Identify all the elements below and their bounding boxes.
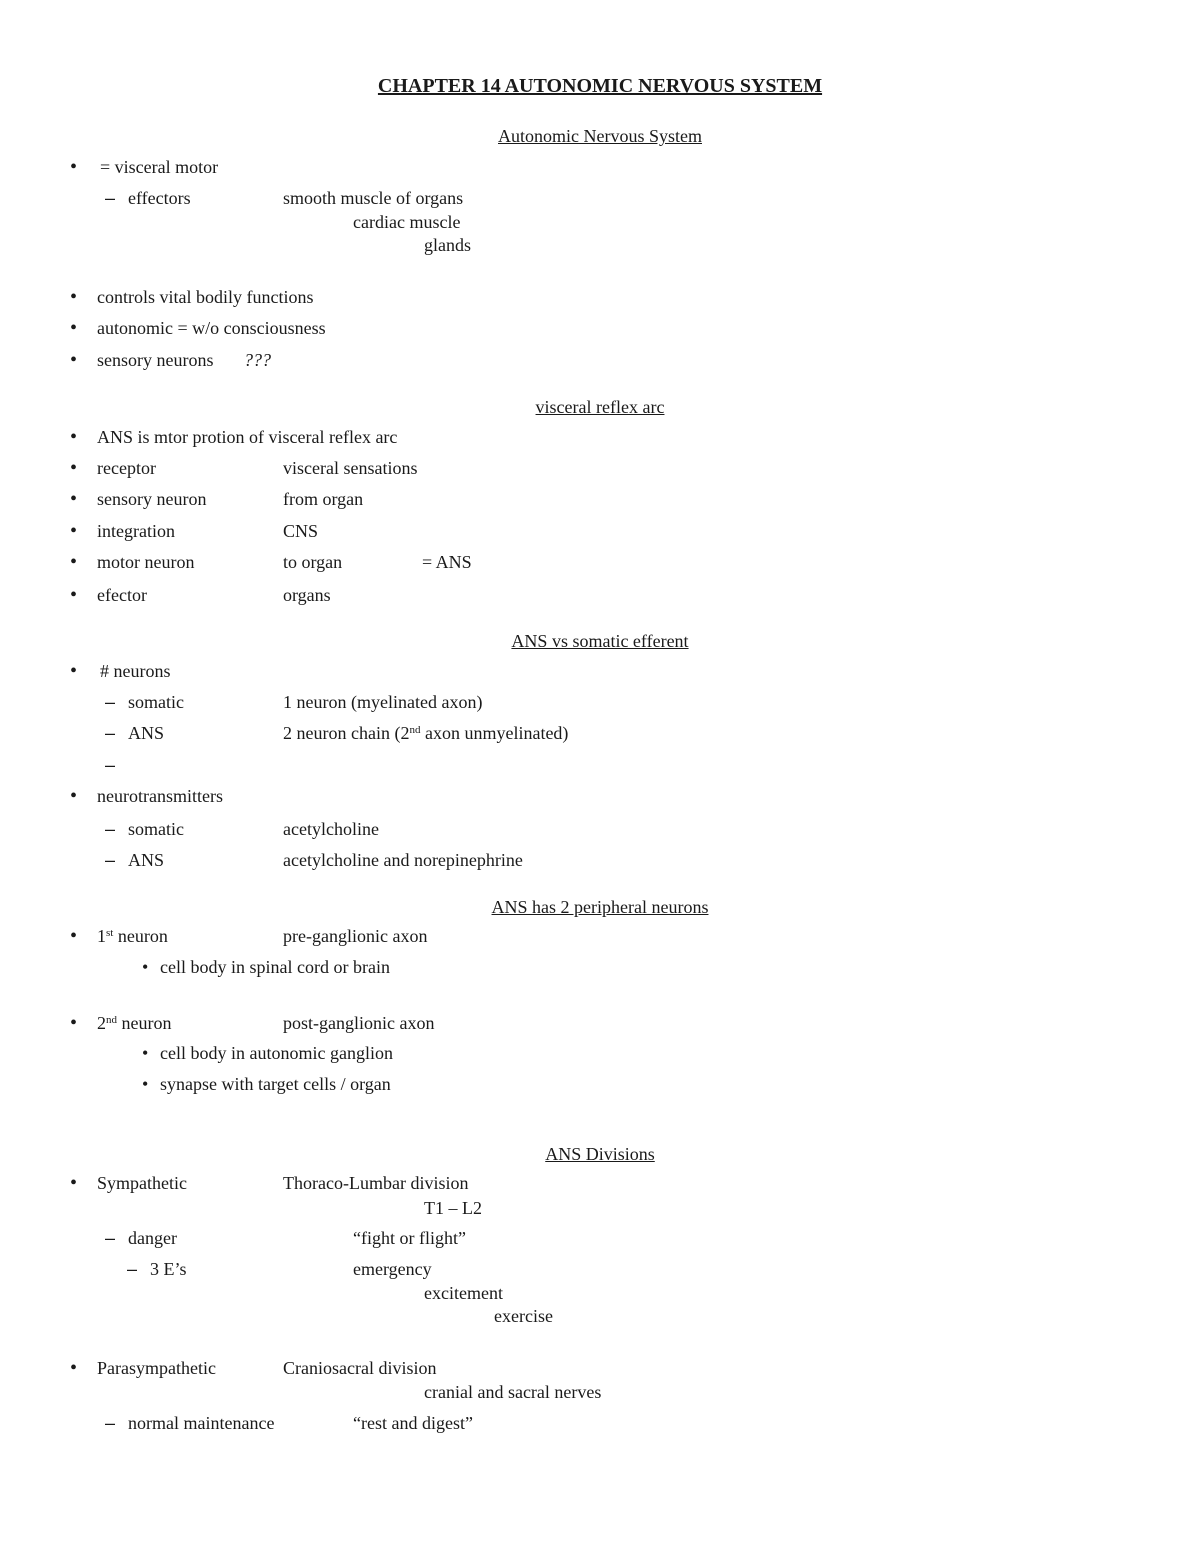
nt-somatic-label: somatic xyxy=(128,819,184,839)
dash-icon: – xyxy=(105,819,116,839)
sympathetic-value: Thoraco-Lumbar division xyxy=(283,1173,469,1193)
section-heading-vs-somatic: ANS vs somatic efferent xyxy=(511,631,689,651)
somatic-label: somatic xyxy=(128,692,184,712)
dash-icon: – xyxy=(105,1228,116,1248)
dash-icon: – xyxy=(127,1259,138,1279)
dash-icon: – xyxy=(105,850,116,870)
reflex-intro-text: ANS is mtor protion of visceral reflex arc xyxy=(97,427,398,447)
nt-somatic-value: acetylcholine xyxy=(283,819,379,839)
normal-maintenance-value: “rest and digest” xyxy=(353,1413,473,1433)
second-neuron-detail: synapse with target cells / organ xyxy=(160,1074,391,1094)
somatic-value: 1 neuron (myelinated axon) xyxy=(283,692,483,712)
page-title: CHAPTER 14 AUTONOMIC NERVOUS SYSTEM xyxy=(377,75,823,97)
normal-maintenance-label: normal maintenance xyxy=(128,1413,275,1433)
bullet-icon: • xyxy=(70,317,78,339)
bullet-icon: • xyxy=(70,551,78,573)
danger-value: “fight or flight” xyxy=(353,1228,466,1248)
second-neuron-detail: cell body in autonomic ganglion xyxy=(160,1043,393,1063)
sensory-neurons-text: sensory neurons xyxy=(97,350,214,370)
sub-bullet-icon: • xyxy=(142,1043,149,1063)
bullet-icon: • xyxy=(70,286,78,308)
bullet-icon: • xyxy=(70,1357,78,1379)
danger-label: danger xyxy=(128,1228,177,1248)
bullet-icon: • xyxy=(70,1172,78,1194)
reflex-row-value: to organ xyxy=(283,552,343,572)
three-es-label: 3 E’s xyxy=(150,1259,187,1279)
sympathetic-label: Sympathetic xyxy=(97,1173,187,1193)
visceral-motor-text: = visceral motor xyxy=(100,157,219,177)
dash-icon: – xyxy=(105,723,116,743)
reflex-row-extra: = ANS xyxy=(422,552,472,572)
autonomic-text: autonomic = w/o consciousness xyxy=(97,318,326,338)
reflex-row-label: efector xyxy=(97,585,147,605)
effector-item: smooth muscle of organs xyxy=(283,188,464,208)
dash-icon: – xyxy=(105,692,116,712)
neurotransmitters-label: neurotransmitters xyxy=(97,786,223,806)
reflex-row-label: integration xyxy=(97,521,175,541)
neurons-count-label: # neurons xyxy=(100,661,171,681)
three-es-item: excitement xyxy=(424,1283,503,1303)
bullet-icon: • xyxy=(70,584,78,606)
ans-value: 2 neuron chain (2nd axon unmyelinated) xyxy=(283,723,569,743)
bullet-icon: • xyxy=(70,660,78,682)
first-neuron-label: 1st neuron xyxy=(97,926,168,946)
dash-icon: – xyxy=(105,755,116,775)
bullet-icon: • xyxy=(70,349,78,371)
reflex-row-label: motor neuron xyxy=(97,552,195,572)
nt-ans-value: acetylcholine and norepinephrine xyxy=(283,850,523,870)
ans-label: ANS xyxy=(128,723,165,743)
parasympathetic-value: Craniosacral division xyxy=(283,1358,437,1378)
bullet-icon: • xyxy=(70,488,78,510)
bullet-icon: • xyxy=(70,156,78,178)
second-neuron-label: 2nd neuron xyxy=(97,1013,172,1033)
section-heading-reflex-arc: visceral reflex arc xyxy=(535,397,665,417)
question-note: ??? xyxy=(244,350,271,370)
reflex-row-value: visceral sensations xyxy=(283,458,418,478)
section-heading-divisions: ANS Divisions xyxy=(545,1144,655,1164)
nt-ans-label: ANS xyxy=(128,850,165,870)
three-es-item: emergency xyxy=(353,1259,432,1279)
reflex-row-value: organs xyxy=(283,585,331,605)
section-heading-peripheral: ANS has 2 peripheral neurons xyxy=(491,897,709,917)
controls-text: controls vital bodily functions xyxy=(97,287,314,307)
effectors-label: effectors xyxy=(128,188,191,208)
first-neuron-detail: cell body in spinal cord or brain xyxy=(160,957,390,977)
parasympathetic-label: Parasympathetic xyxy=(97,1358,216,1378)
bullet-icon: • xyxy=(70,785,78,807)
first-neuron-value: pre-ganglionic axon xyxy=(283,926,428,946)
bullet-icon: • xyxy=(70,925,78,947)
bullet-icon: • xyxy=(70,426,78,448)
bullet-icon: • xyxy=(70,457,78,479)
dash-icon: – xyxy=(105,1413,116,1433)
three-es-item: exercise xyxy=(494,1306,553,1326)
sympathetic-range: T1 – L2 xyxy=(424,1198,482,1218)
reflex-row-value: CNS xyxy=(283,521,319,541)
second-neuron-value: post-ganglionic axon xyxy=(283,1013,435,1033)
bullet-icon: • xyxy=(70,1012,78,1034)
reflex-row-label: sensory neuron xyxy=(97,489,207,509)
bullet-icon: • xyxy=(70,520,78,542)
reflex-row-value: from organ xyxy=(283,489,364,509)
section-heading-ans: Autonomic Nervous System xyxy=(498,126,702,146)
parasympathetic-detail: cranial and sacral nerves xyxy=(424,1382,602,1402)
effector-item: cardiac muscle xyxy=(353,212,461,232)
sub-bullet-icon: • xyxy=(142,1074,149,1094)
reflex-row-label: receptor xyxy=(97,458,156,478)
sub-bullet-icon: • xyxy=(142,957,149,977)
effector-item: glands xyxy=(424,235,471,255)
dash-icon: – xyxy=(105,188,116,208)
